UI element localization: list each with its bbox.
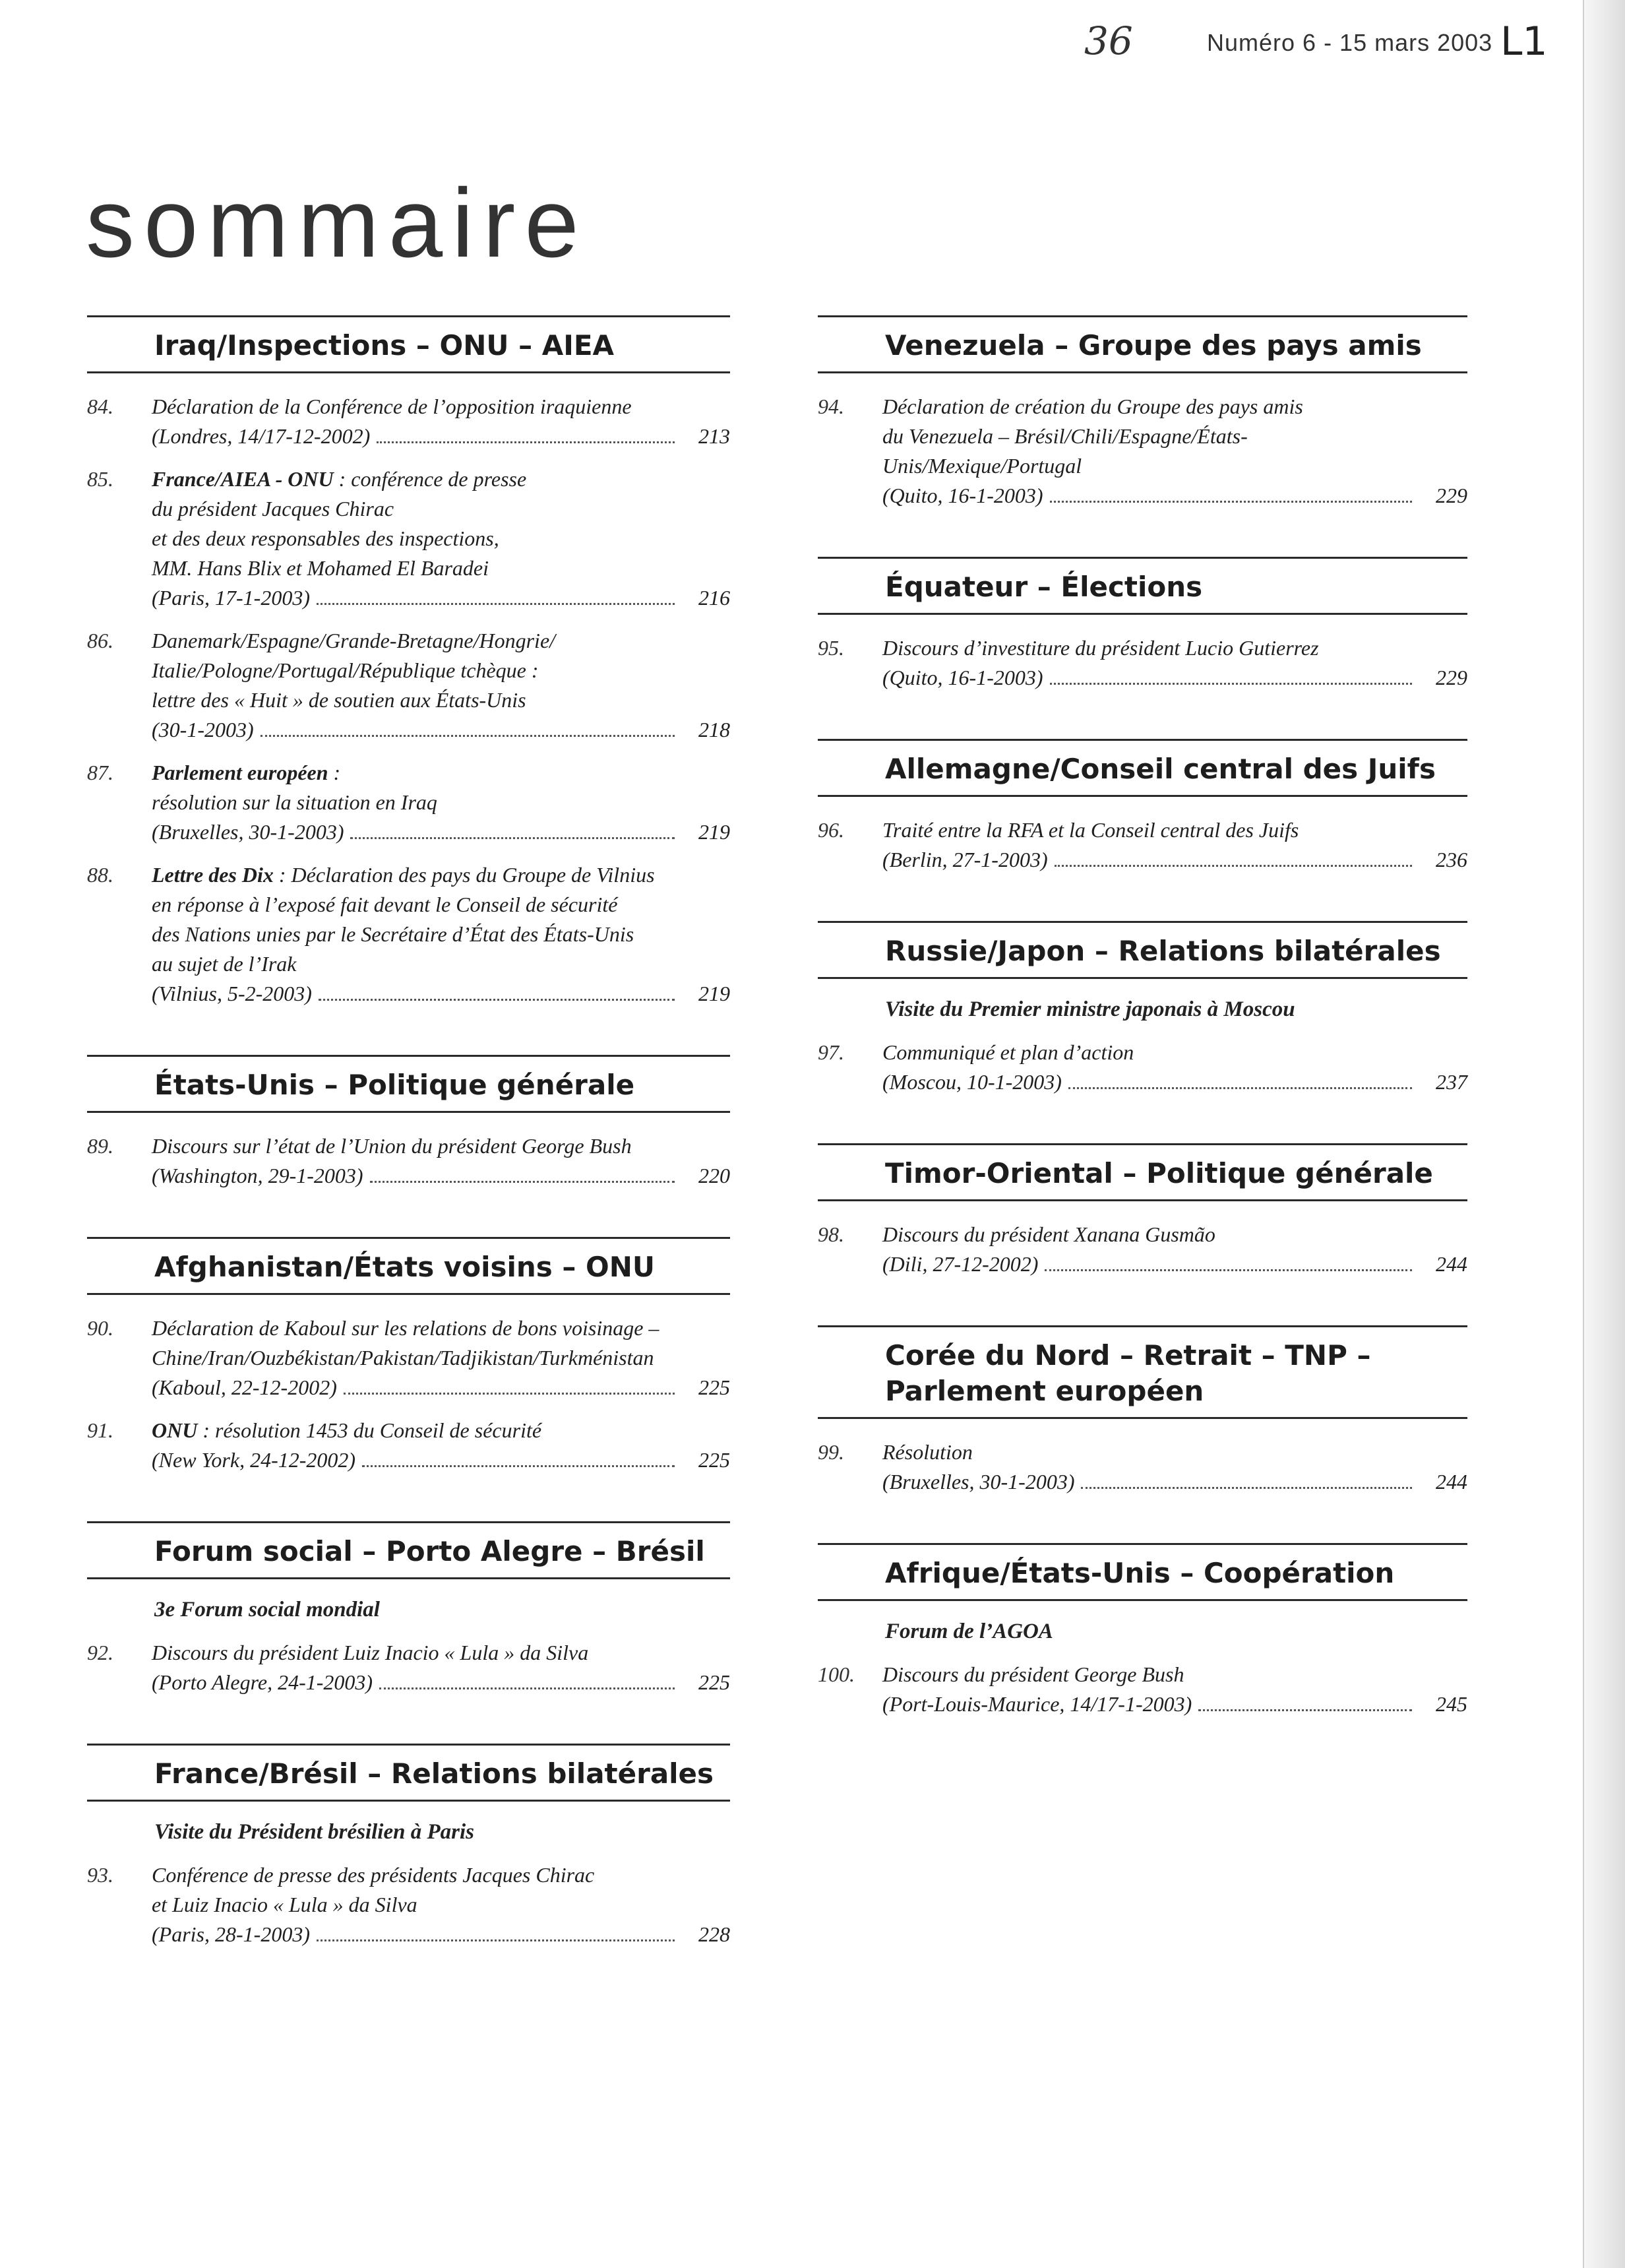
entry-text: Unis/Mexique/Portugal (882, 454, 1082, 478)
toc-entry (818, 1038, 1467, 1097)
entry-line (152, 1890, 730, 1920)
dot-leader (317, 603, 675, 605)
entry-line (152, 860, 730, 890)
entry-number: 88. (87, 863, 113, 887)
entry-body (152, 1860, 730, 1949)
page-number: 220 (698, 1164, 730, 1187)
entry-line (152, 1638, 730, 1668)
entry-number: 95. (818, 636, 844, 660)
section-heading: Corée du Nord – Retrait – TNP – Parlement européen (818, 1325, 1467, 1419)
entry-line (152, 758, 730, 788)
page-header (1082, 18, 1556, 71)
entry-text: Italie/Pologne/Portugal/République tchèque : (152, 658, 539, 682)
toc-entry (87, 392, 730, 451)
page-number: 228 (698, 1922, 730, 1946)
entry-text: : (328, 761, 341, 784)
entry-body (152, 1416, 730, 1475)
page-number: 229 (1436, 484, 1467, 507)
toc-section (818, 315, 1467, 511)
entry-line (152, 920, 730, 949)
entry-reference (152, 715, 730, 745)
entry-reference (152, 1373, 730, 1402)
page-number: 245 (1436, 1692, 1467, 1716)
entry-body (882, 633, 1467, 693)
entry-line (882, 392, 1467, 422)
entry-lead: ONU (152, 1418, 198, 1442)
toc-section (87, 1744, 730, 1949)
page-edge-shadow (1583, 0, 1625, 2268)
entry-number: 99. (818, 1440, 844, 1464)
entry-reference (882, 845, 1467, 875)
toc-entry (818, 1437, 1467, 1497)
entry-text: Déclaration de création du Groupe des pays amis (882, 394, 1303, 418)
entry-line (152, 553, 730, 583)
toc-section (818, 1543, 1467, 1719)
toc-entry (87, 1860, 730, 1949)
entry-body (152, 860, 730, 1009)
entry-body (882, 1660, 1467, 1719)
entry-number: 91. (87, 1418, 113, 1442)
entry-text: : conférence de presse (333, 467, 527, 491)
entry-place-date: (30-1-2003) (152, 718, 254, 741)
entry-reference (882, 1249, 1467, 1279)
entry-line (152, 656, 730, 685)
entry-text: au sujet de l’Irak (152, 952, 297, 976)
entry-reference (882, 1467, 1467, 1497)
entry-line (152, 494, 730, 524)
dot-leader (317, 1939, 675, 1941)
toc-section (818, 1325, 1467, 1497)
entry-text: résolution sur la situation en Iraq (152, 790, 437, 814)
entry-body (152, 758, 730, 847)
entry-text: Discours d’investiture du président Lucio Gutierrez (882, 636, 1319, 660)
entry-text: du président Jacques Chirac (152, 497, 394, 520)
page-number: 236 (1436, 848, 1467, 871)
toc-entry (87, 1638, 730, 1697)
dot-leader (319, 999, 675, 1001)
toc-entry (818, 392, 1467, 511)
entry-reference (152, 1445, 730, 1475)
entry-text: des Nations unies par le Secrétaire d’État des États-Unis (152, 922, 634, 946)
entry-line (152, 1313, 730, 1343)
entry-body (152, 392, 730, 451)
entry-line (882, 451, 1467, 481)
entry-body (152, 1313, 730, 1402)
section-subheading: 3e Forum social mondial (154, 1598, 380, 1622)
entry-place-date: (Quito, 16-1-2003) (882, 666, 1043, 689)
entry-line (152, 890, 730, 920)
entry-reference (882, 1689, 1467, 1719)
entry-body (882, 1437, 1467, 1497)
entry-body (152, 626, 730, 745)
dot-leader (1198, 1709, 1412, 1711)
entry-line (152, 392, 730, 422)
page-number: 213 (698, 424, 730, 448)
entry-text: lettre des « Huit » de soutien aux États-Unis (152, 688, 526, 712)
entry-line (152, 1860, 730, 1890)
section-heading: Allemagne/Conseil central des Juifs (818, 739, 1467, 797)
entry-text: : résolution 1453 du Conseil de sécurité (197, 1418, 542, 1442)
toc-section (818, 557, 1467, 693)
entry-lead: Parlement européen (152, 761, 328, 784)
entry-place-date: (Vilnius, 5-2-2003) (152, 982, 312, 1005)
page-number: 225 (698, 1448, 730, 1472)
entry-reference (152, 1920, 730, 1949)
entry-text: Conférence de presse des présidents Jacques Chirac (152, 1863, 595, 1887)
toc-entry (87, 860, 730, 1009)
dot-leader (1068, 1087, 1412, 1089)
entry-text: MM. Hans Blix et Mohamed El Baradei (152, 556, 489, 580)
entry-number: 100. (818, 1662, 855, 1686)
entry-text: Traité entre la RFA et la Conseil central des Juifs (882, 818, 1299, 842)
entry-text: Résolution (882, 1440, 973, 1464)
entry-line (152, 788, 730, 817)
entry-number: 90. (87, 1316, 113, 1340)
dot-leader (1055, 865, 1412, 867)
section-subheading: Visite du Président brésilien à Paris (154, 1820, 474, 1844)
dot-leader (1081, 1487, 1412, 1489)
entry-line (882, 1038, 1467, 1067)
dot-leader (379, 1687, 675, 1689)
entry-number: 98. (818, 1222, 844, 1246)
entry-place-date: (Paris, 17-1-2003) (152, 586, 310, 610)
toc-section (818, 739, 1467, 875)
dot-leader (1045, 1269, 1412, 1271)
entry-number: 97. (818, 1040, 844, 1064)
entry-body (882, 1220, 1467, 1279)
page-number: 219 (698, 982, 730, 1005)
entry-place-date: (Bruxelles, 30-1-2003) (882, 1470, 1075, 1494)
entry-line (882, 422, 1467, 451)
page-number: 244 (1436, 1252, 1467, 1276)
entry-text: Discours du président George Bush (882, 1662, 1184, 1686)
entry-text: Déclaration de Kaboul sur les relations de bons voisinage – (152, 1316, 659, 1340)
section-heading: Afrique/États-Unis – Coopération (818, 1543, 1467, 1601)
entry-line (882, 633, 1467, 663)
entry-text: Discours du président Luiz Inacio « Lula » da Silva (152, 1641, 589, 1664)
entry-body (882, 392, 1467, 511)
section-heading: Russie/Japon – Relations bilatérales (818, 921, 1467, 979)
entry-line (152, 1343, 730, 1373)
entry-place-date: (Londres, 14/17-12-2002) (152, 424, 371, 448)
entry-number: 85. (87, 467, 113, 491)
toc-entry (818, 815, 1467, 875)
entry-reference (152, 1161, 730, 1191)
page-number: 225 (698, 1375, 730, 1399)
entry-text: du Venezuela – Brésil/Chili/Espagne/États- (882, 424, 1248, 448)
entry-line (882, 1437, 1467, 1467)
dot-leader (350, 837, 675, 839)
entry-body (882, 815, 1467, 875)
toc-section (87, 1237, 730, 1475)
entry-line (152, 524, 730, 553)
entry-reference (152, 583, 730, 613)
left-column (87, 315, 730, 1996)
dot-leader (1050, 683, 1412, 685)
section-heading: France/Brésil – Relations bilatérales (87, 1744, 730, 1802)
entry-place-date: (Dili, 27-12-2002) (882, 1252, 1039, 1276)
dot-leader (1050, 501, 1412, 503)
dot-leader (362, 1465, 675, 1467)
entry-line (152, 685, 730, 715)
entry-text: Chine/Iran/Ouzbékistan/Pakistan/Tadjikistan/Turkménistan (152, 1346, 654, 1370)
entry-place-date: (Port-Louis-Maurice, 14/17-1-2003) (882, 1692, 1192, 1716)
toc-section (87, 315, 730, 1009)
entry-text: en réponse à l’exposé fait devant le Conseil de sécurité (152, 893, 618, 916)
entry-number: 94. (818, 394, 844, 418)
toc-section (87, 1521, 730, 1697)
section-heading: Équateur – Élections (818, 557, 1467, 615)
toc-entry (818, 1660, 1467, 1719)
page-number: 218 (698, 718, 730, 741)
page-number: 225 (698, 1670, 730, 1694)
entry-place-date: (Porto Alegre, 24-1-2003) (152, 1670, 373, 1694)
toc-entry (87, 758, 730, 847)
entry-line (882, 815, 1467, 845)
entry-text: Communiqué et plan d’action (882, 1040, 1134, 1064)
toc-entry (87, 626, 730, 745)
entry-reference (152, 422, 730, 451)
entry-lead: Lettre des Dix (152, 863, 274, 887)
entry-text: : Déclaration des pays du Groupe de Vilnius (273, 863, 655, 887)
entry-text: Discours du président Xanana Gusmão (882, 1222, 1215, 1246)
entry-reference (882, 481, 1467, 511)
section-heading: Timor-Oriental – Politique générale (818, 1143, 1467, 1201)
entry-lead: France/AIEA - ONU (152, 467, 334, 491)
dot-leader (370, 1181, 675, 1183)
entry-place-date: (Paris, 28-1-2003) (152, 1922, 310, 1946)
entry-place-date: (Bruxelles, 30-1-2003) (152, 820, 344, 844)
handwritten-number: 36 (1084, 18, 1133, 63)
toc-entry (87, 1313, 730, 1402)
entry-line (152, 949, 730, 979)
section-heading: États-Unis – Politique générale (87, 1055, 730, 1113)
dot-leader (377, 441, 675, 443)
entry-text: Déclaration de la Conférence de l’opposition iraquienne (152, 394, 632, 418)
page-number: 237 (1436, 1070, 1467, 1094)
section-subheading: Visite du Premier ministre japonais à Moscou (885, 997, 1295, 1021)
entry-number: 93. (87, 1863, 113, 1887)
entry-place-date: (Moscou, 10-1-2003) (882, 1070, 1062, 1094)
section-heading: Venezuela – Groupe des pays amis (818, 315, 1467, 373)
toc-section (818, 921, 1467, 1097)
entry-number: 84. (87, 394, 113, 418)
section-heading: Iraq/Inspections – ONU – AIEA (87, 315, 730, 373)
entry-line (882, 1660, 1467, 1689)
entry-number: 96. (818, 818, 844, 842)
page-number: 219 (698, 820, 730, 844)
entry-number: 87. (87, 761, 113, 784)
toc-section (87, 1055, 730, 1191)
entry-line (152, 1416, 730, 1445)
entry-reference (152, 979, 730, 1009)
entry-body (152, 1638, 730, 1697)
page-number: 216 (698, 586, 730, 610)
entry-place-date: (Kaboul, 22-12-2002) (152, 1375, 337, 1399)
entry-number: 86. (87, 629, 113, 652)
toc-entry (87, 464, 730, 613)
entry-reference (882, 1067, 1467, 1097)
entry-text: Discours sur l’état de l’Union du président George Bush (152, 1134, 632, 1158)
toc-section (818, 1143, 1467, 1279)
page-title: sommaire (86, 169, 588, 278)
entry-place-date: (New York, 24-12-2002) (152, 1448, 356, 1472)
page-number: 244 (1436, 1470, 1467, 1494)
entry-place-date: (Quito, 16-1-2003) (882, 484, 1043, 507)
entry-body (882, 1038, 1467, 1097)
entry-reference (882, 663, 1467, 693)
toc-entry (87, 1131, 730, 1191)
entry-text: et des deux responsables des inspections, (152, 526, 499, 550)
handwritten-code: L1 (1500, 18, 1548, 65)
page-number: 229 (1436, 666, 1467, 689)
right-column (818, 315, 1467, 1765)
entry-number: 89. (87, 1134, 113, 1158)
issue-label: Numéro 6 - 15 mars 2003 (1207, 29, 1493, 56)
entry-place-date: (Washington, 29-1-2003) (152, 1164, 363, 1187)
entry-reference (152, 817, 730, 847)
section-heading: Forum social – Porto Alegre – Brésil (87, 1521, 730, 1579)
entry-line (152, 626, 730, 656)
toc-entry (87, 1416, 730, 1475)
section-heading: Afghanistan/États voisins – ONU (87, 1237, 730, 1295)
entry-text: Danemark/Espagne/Grande-Bretagne/Hongrie/ (152, 629, 556, 652)
entry-place-date: (Berlin, 27-1-2003) (882, 848, 1048, 871)
entry-line (152, 464, 730, 494)
entry-reference (152, 1668, 730, 1697)
entry-number: 92. (87, 1641, 113, 1664)
entry-line (882, 1220, 1467, 1249)
toc-entry (818, 1220, 1467, 1279)
entry-body (152, 464, 730, 613)
entry-body (152, 1131, 730, 1191)
entry-line (152, 1131, 730, 1161)
dot-leader (261, 735, 675, 737)
dot-leader (344, 1393, 675, 1395)
toc-entry (818, 633, 1467, 693)
entry-text: et Luiz Inacio « Lula » da Silva (152, 1893, 417, 1916)
section-subheading: Forum de l’AGOA (885, 1620, 1053, 1643)
